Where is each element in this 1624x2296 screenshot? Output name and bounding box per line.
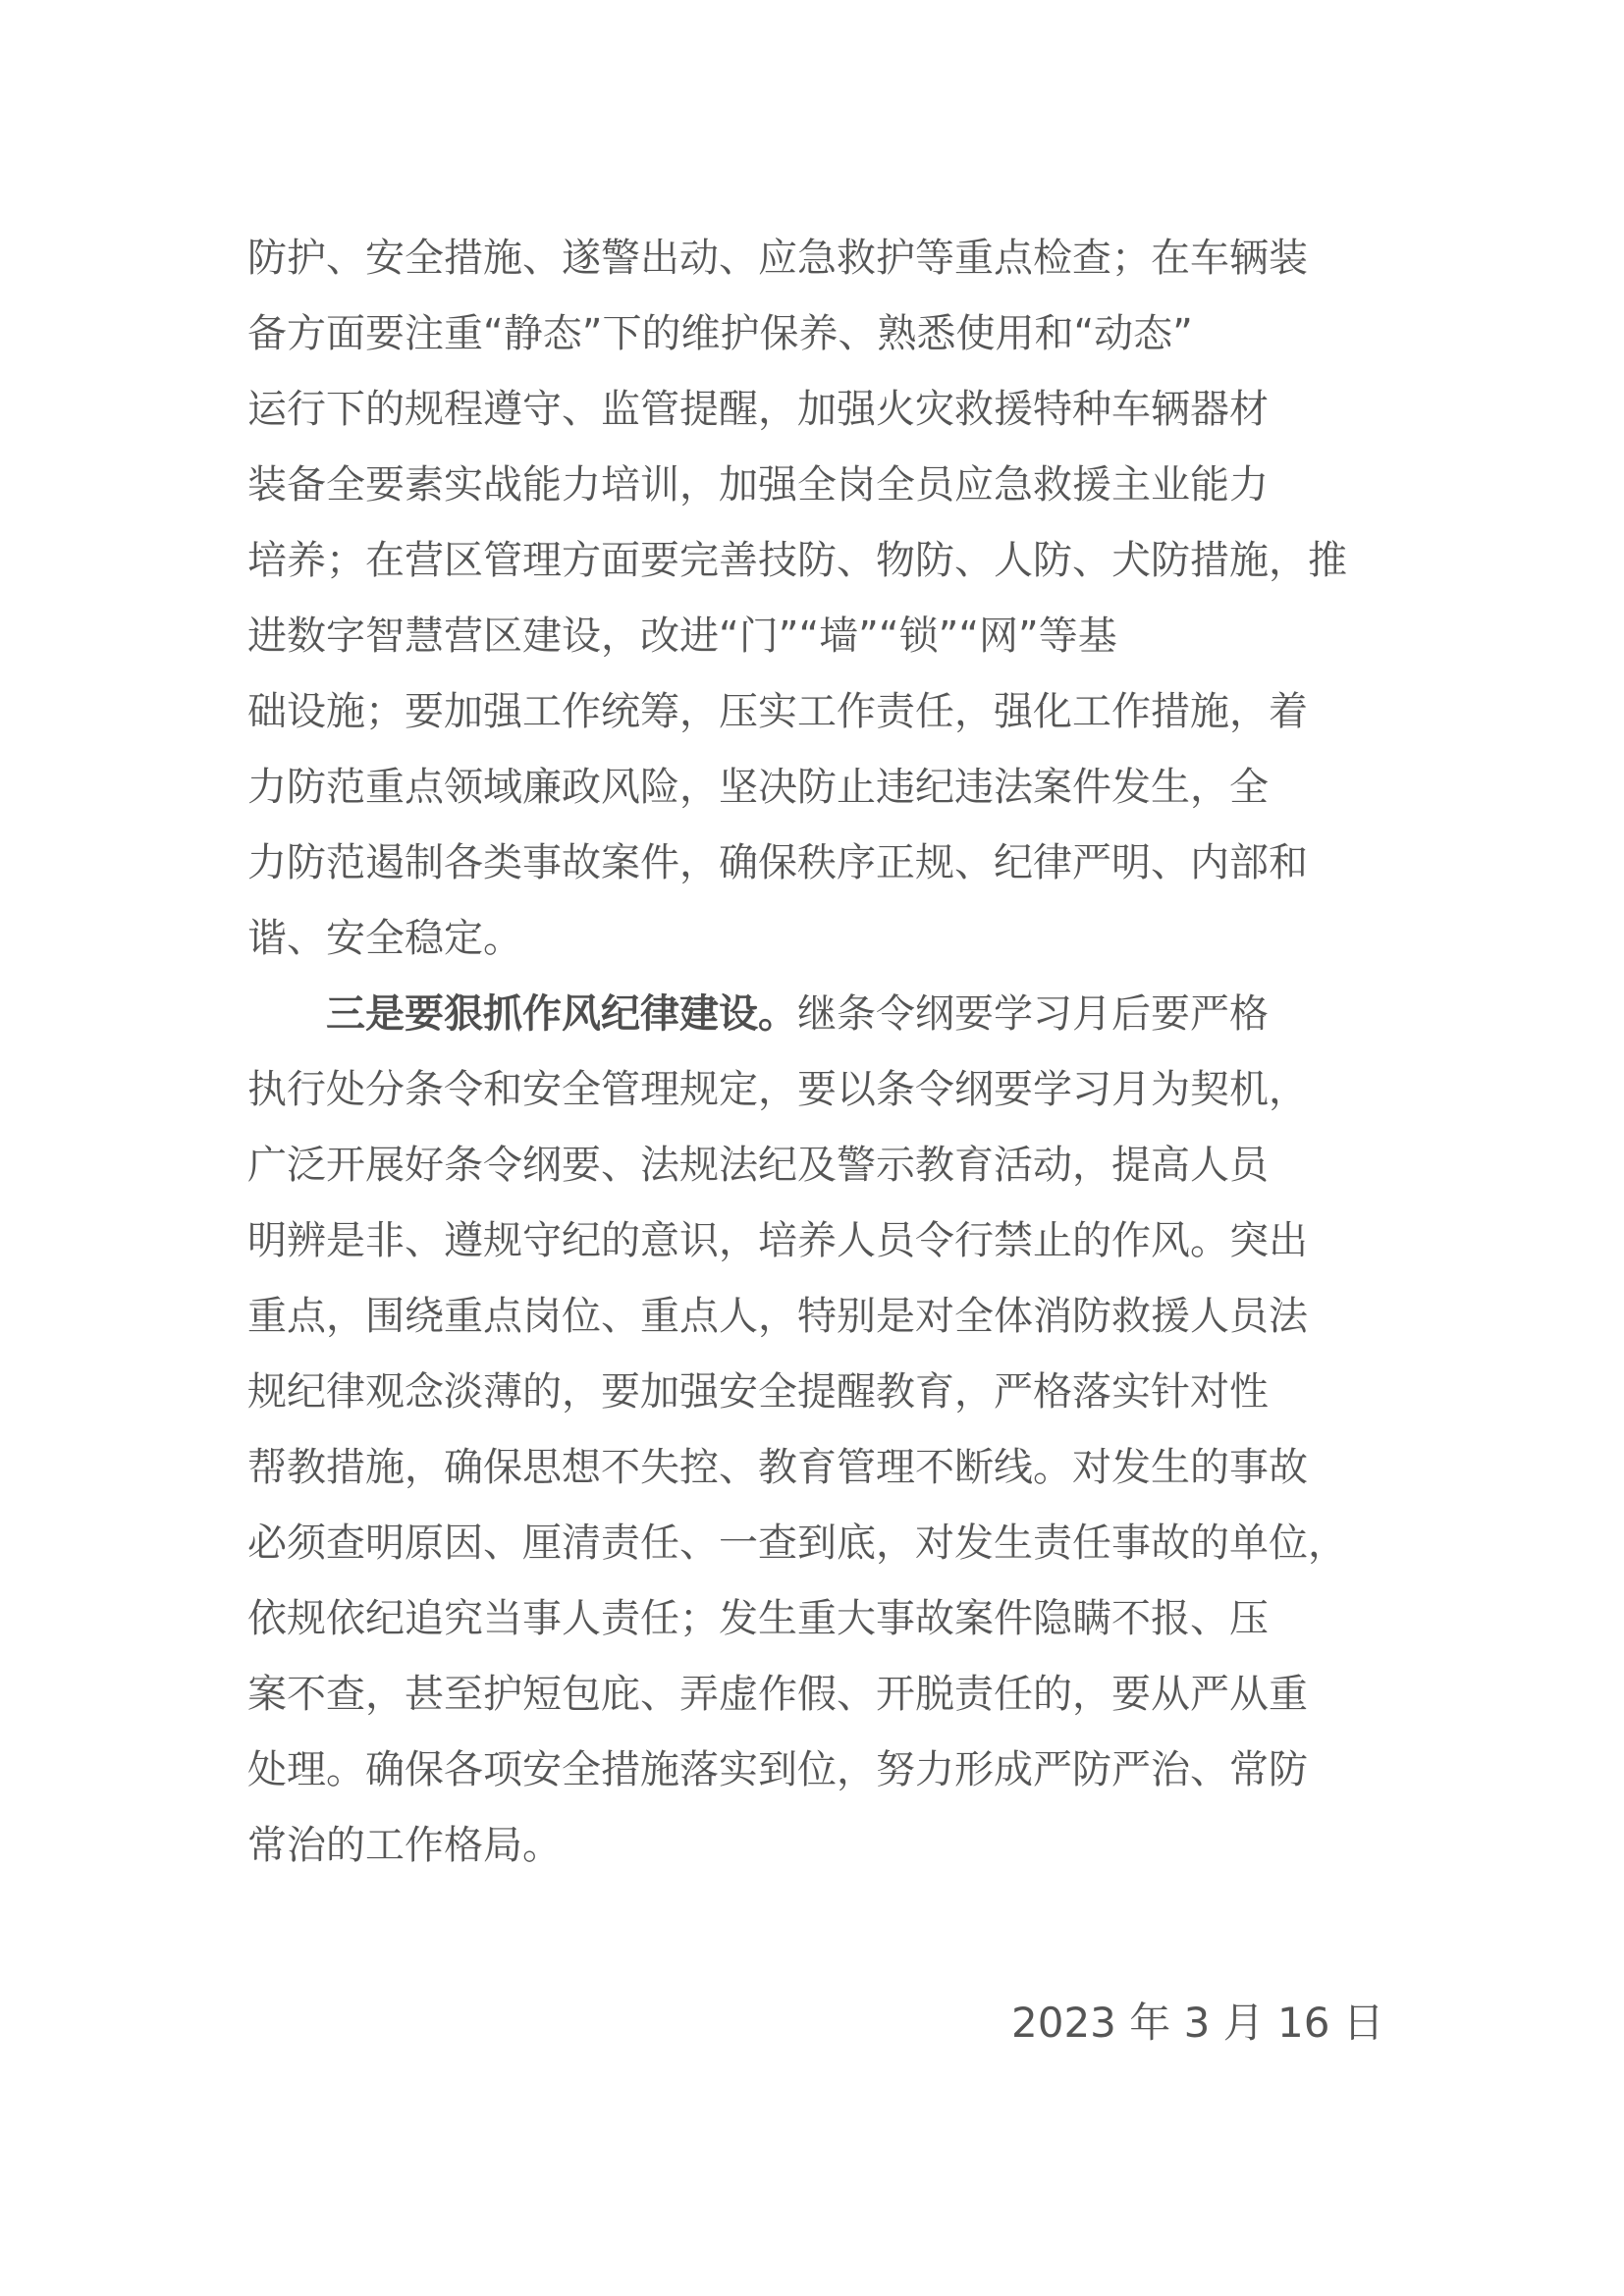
text-line: 依规依纪追究当事人责任；发生重大事故案件隐瞒不报、压	[247, 1596, 1269, 1641]
text-line: 础设施；要加强工作统筹，压实工作责任，强化工作措施，着	[247, 689, 1308, 734]
text-line: 装备全要素实战能力培训，加强全岗全员应急救援主业能力	[247, 462, 1269, 507]
text-line: 力防范重点领域廉政风险，坚决防止违纪违法案件发生，全	[247, 765, 1269, 810]
paragraph-1-continued	[247, 230, 1396, 986]
text-line: 规纪律观念淡薄的，要加强安全提醒教育，严格落实针对性	[247, 1369, 1269, 1415]
text-line: 谐、安全稳定。	[247, 916, 522, 961]
text-line: 培养；在营区管理方面要完善技防、物防、人防、犬防措施，推	[247, 538, 1347, 583]
paragraph-heading: 三是要狠抓作风纪律建设。	[326, 991, 797, 1037]
text-line: 案不查，甚至护短包庇、弄虚作假、开脱责任的，要从严从重	[247, 1672, 1308, 1717]
text-line: 处理。确保各项安全措施落实到位，努力形成严防严治、常防	[247, 1747, 1308, 1792]
text-line: 广泛开展好条令纲要、法规法纪及警示教育活动，提高人员	[247, 1143, 1269, 1188]
text-line: 备方面要注重“静态”下的维护保养、熟悉使用和“动态”	[247, 311, 1193, 356]
text-line: 必须查明原因、厘清责任、一查到底，对发生责任事故的单位，	[247, 1521, 1347, 1566]
signature-date: 2023 年 3 月 16 日	[1011, 1999, 1384, 2047]
text-line: 运行下的规程遵守、监管提醒，加强火灾救援特种车辆器材	[247, 387, 1269, 432]
text-line-first	[247, 986, 1396, 1061]
text-line: 明辨是非、遵规守纪的意识，培养人员令行禁止的作风。突出	[247, 1218, 1308, 1263]
text-line: 进数字智慧营区建设，改进“门”“墙”“锁”“网”等基	[247, 614, 1117, 659]
text-span: 继条令纲要学习月后要严格	[797, 991, 1269, 1037]
document-body	[247, 230, 1396, 1893]
text-line: 常治的工作格局。	[247, 1823, 562, 1868]
text-line: 防护、安全措施、遂警出动、应急救护等重点检查；在车辆装	[247, 236, 1308, 281]
text-line: 力防范遏制各类事故案件，确保秩序正规、纪律严明、内部和	[247, 840, 1308, 885]
text-line: 重点，围绕重点岗位、重点人，特别是对全体消防救援人员法	[247, 1294, 1308, 1339]
text-line: 帮教措施，确保思想不失控、教育管理不断线。对发生的事故	[247, 1445, 1308, 1490]
paragraph-2	[247, 986, 1396, 1893]
text-line: 执行处分条令和安全管理规定，要以条令纲要学习月为契机，	[247, 1067, 1308, 1112]
